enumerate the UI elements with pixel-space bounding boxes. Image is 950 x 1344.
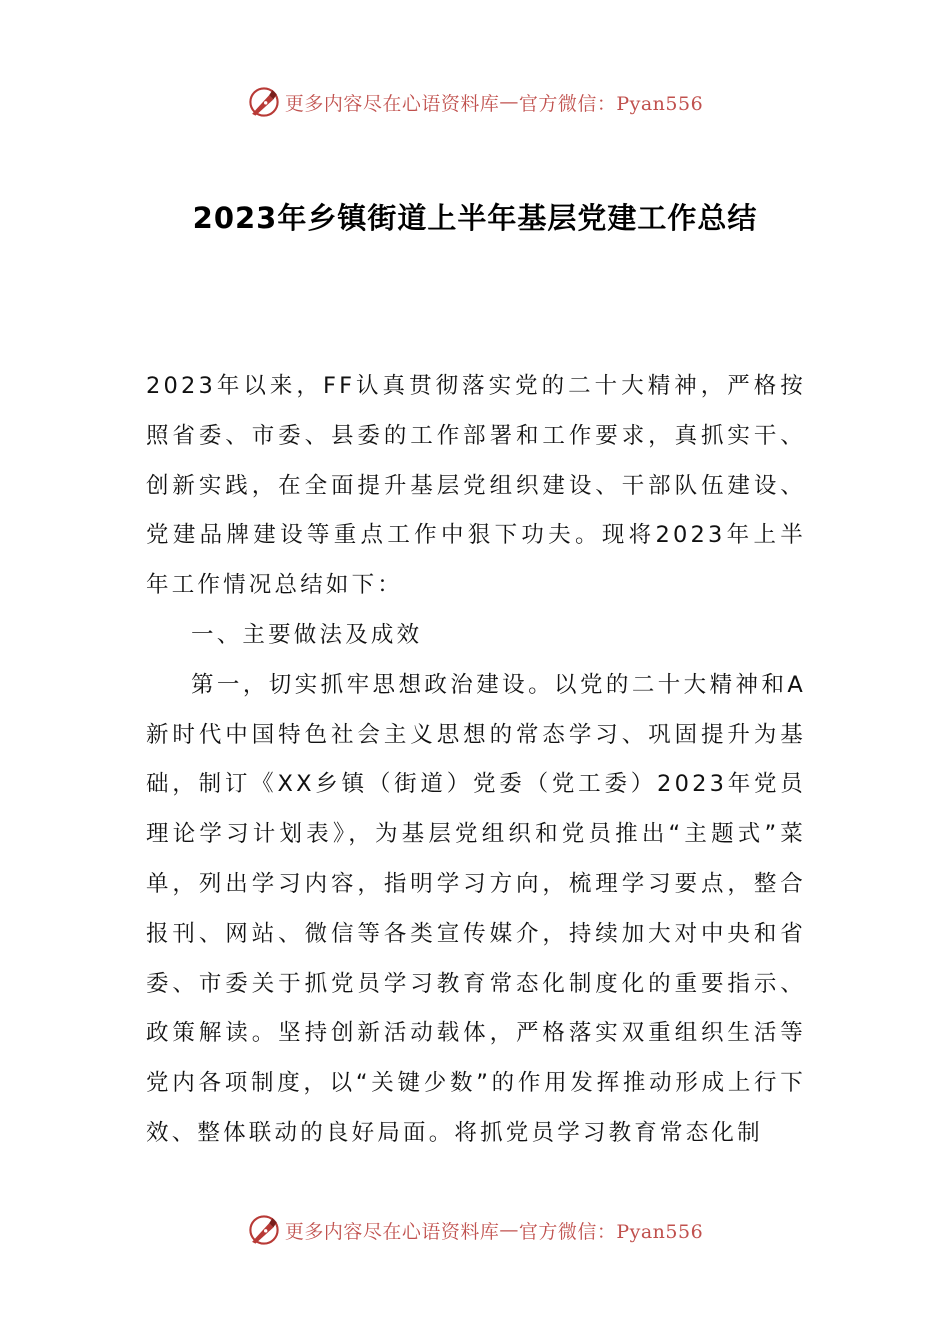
- watermark-separator: —: [499, 91, 519, 113]
- watermark-contact: 官方微信：Pyan556: [518, 92, 704, 115]
- pen-nib-logo-icon: [247, 85, 281, 119]
- watermark-separator: —: [499, 1219, 519, 1241]
- intro-paragraph: 2023年以来，FF认真贯彻落实党的二十大精神，严格按照省委、市委、县委的工作部署和工作要求，真抓实干、创新实践，在全面提升基层党组织建设、干部队伍建设、党建品牌建设等重点工作中狠下功夫。现将2023年上半年工作情况总结如下：: [146, 373, 806, 599]
- watermark-contact: 官方微信：Pyan556: [518, 1220, 704, 1243]
- footer-watermark: [0, 1210, 950, 1250]
- document-body: [146, 362, 806, 1159]
- document-title: 2023年乡镇街道上半年基层党建工作总结: [192, 201, 758, 235]
- watermark-text: 更多内容尽在心语资料库: [284, 1220, 500, 1243]
- section-heading: 一、主要做法及成效: [191, 621, 423, 648]
- pen-nib-logo-icon: [247, 1213, 281, 1247]
- body-paragraph: 第一，切实抓牢思想政治建设。以党的二十大精神和A新时代中国特色社会主义思想的常态学习、巩固提升为基础，制订《XX乡镇（街道）党委（党工委）2023年党员理论学习计划表》，为基层党组织和党员推出“主题式”菜单，列出学习内容，指明学习方向，梳理学习要点，整合报刊、网站、微信等各类宣传媒介，持续加大对中央和省委、市委关于抓党员学习教育常态化制度化的重要指示、政策解读。坚持创新活动载体，严格落实双重组织生活等党内各项制度，以“关键少数”的作用发挥推动形成上行下效、整体联动的良好局面。将抓党员学习教育常态化制: [146, 671, 806, 1146]
- header-watermark: [0, 82, 950, 122]
- watermark-text: 更多内容尽在心语资料库: [284, 92, 500, 115]
